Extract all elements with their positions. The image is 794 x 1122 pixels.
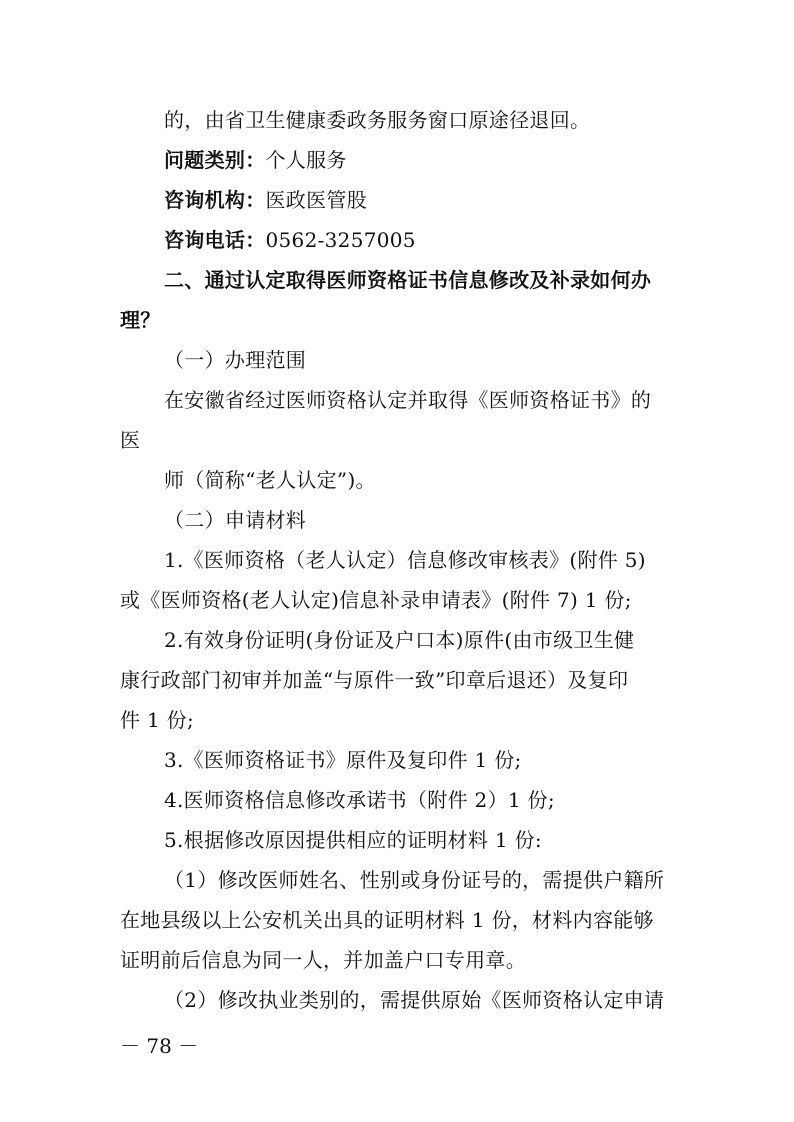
problem-category-row [164, 146, 347, 174]
subsection-materials-heading: （二）申请材料 [164, 508, 307, 532]
page-number: － 78 － [120, 1034, 199, 1058]
material-5-item-1-line-2: 在地县级以上公安机关出具的证明材料 1 份，材料内容能够 [120, 908, 654, 932]
scope-line-1: 在安徽省经过医师资格认定并取得《医师资格证书》的 [164, 388, 652, 412]
consult-phone-value: 0562-3257005 [265, 228, 416, 252]
section-heading: 二、通过认定取得医师资格证书信息修改及补录如何办 [164, 268, 652, 292]
material-2-line-2: 康行政部门初审并加盖“与原件一致”印章后退还）及复印 [120, 668, 629, 692]
material-1-line-1: 1.《医师资格（老人认定）信息修改审核表》(附件 5) [164, 548, 646, 572]
material-5-item-1-line-3: 证明前后信息为同一人，并加盖户口专用章。 [120, 948, 526, 972]
scope-line-2: 医 [120, 428, 141, 452]
material-1-line-2: 或《医师资格(老人认定)信息补录申请表》(附件 7) 1 份; [120, 588, 632, 612]
material-5-item-2-line-1: （2）修改执业类别的，需提供原始《医师资格认定申请 [164, 988, 665, 1012]
material-2-line-3: 件 1 份; [120, 708, 194, 732]
problem-category-label: 问题类别： [164, 148, 266, 172]
material-5-item-1-line-1: （1）修改医师姓名、性别或身份证号的，需提供户籍所 [164, 868, 665, 892]
consult-agency-value: 医政医管股 [265, 188, 367, 212]
consult-phone-row [164, 226, 416, 254]
material-4: 4.医师资格信息修改承诺书（附件 2）1 份; [164, 788, 555, 812]
material-3: 3.《医师资格证书》原件及复印件 1 份; [164, 748, 522, 772]
body-line-1: 的，由省卫生健康委政务服务窗口原途径退回。 [164, 108, 591, 132]
problem-category-value: 个人服务 [265, 148, 347, 172]
consult-agency-label: 咨询机构： [164, 188, 266, 212]
subsection-scope-heading: （一）办理范围 [164, 348, 307, 372]
scope-line-3: 师（简称“老人认定”)。 [164, 468, 376, 492]
consult-phone-label: 咨询电话： [164, 228, 266, 252]
section-heading-continuation: 理？ [120, 308, 161, 332]
material-2-line-1: 2.有效身份证明(身份证及户口本)原件(由市级卫生健 [164, 628, 635, 652]
consult-agency-row [164, 186, 367, 214]
material-5: 5.根据修改原因提供相应的证明材料 1 份: [164, 828, 542, 852]
